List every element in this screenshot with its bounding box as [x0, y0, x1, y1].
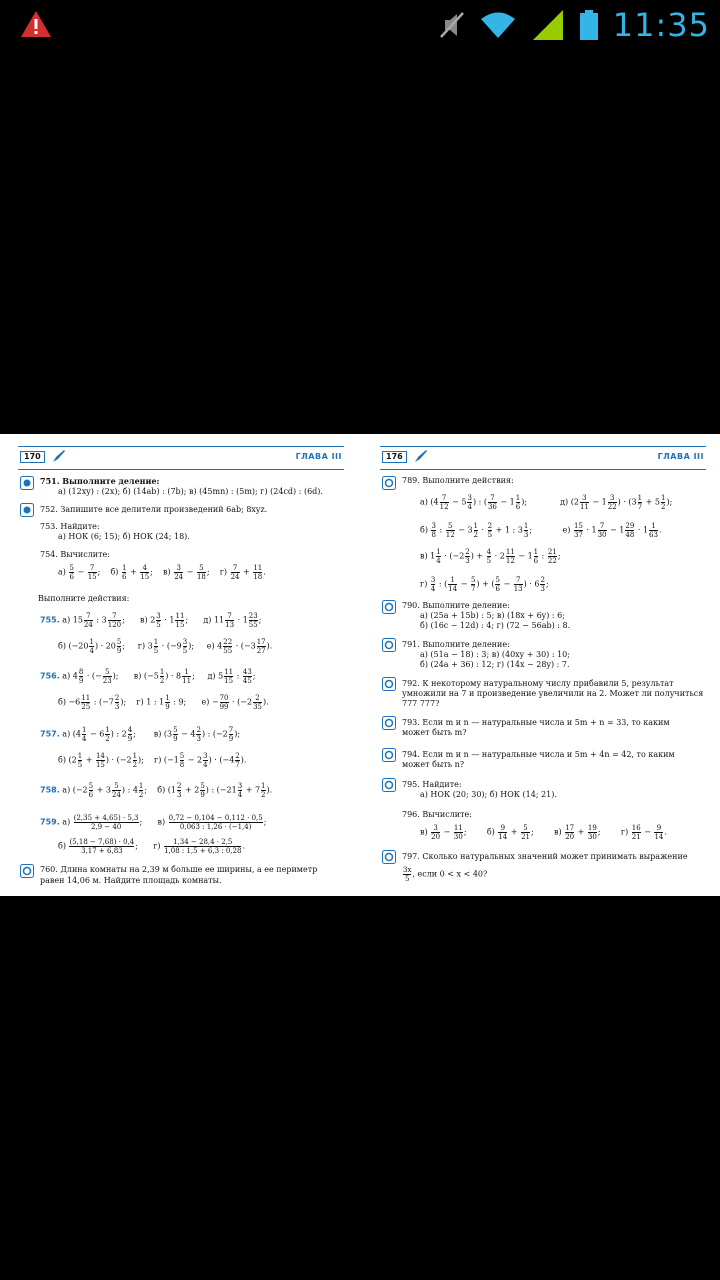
text-line: может быть m?	[402, 728, 467, 737]
text-line: 752. Запишите все делители произведений 6ab; 8xyz.	[40, 505, 268, 514]
textbook-page-image[interactable]	[0, 434, 720, 896]
text-line: б) (24a + 36) : 12; г) (14x − 28y) : 7.	[420, 660, 570, 669]
fraction-row: б) (2 $\frac{1}{5}$ + $\frac{14}{15}$ ) · (−2 $\frac{1}{2}$ ); г) (−1 $\frac{5}{8}$ − 2 $\frac{3}{4}$ ) · (−4 $\frac{2}{7}$ ).	[58, 752, 247, 769]
exercise-marker-icon	[382, 748, 396, 762]
text-line: а) НОК (6; 15); б) НОК (24; 18).	[58, 532, 190, 541]
exercise-marker-icon	[382, 638, 396, 652]
status-bar	[0, 0, 720, 50]
fraction-row: в) 1 $\frac{1}{4}$ · (−2 $\frac{2}{3}$ ) + $\frac{4}{5}$ · 2 $\frac{11}{12}$ − 1 $\frac{1}{6}$ : $\frac{21}{22}$ ;	[420, 548, 561, 565]
text-line: умножили на 7 и произведение увеличили на 2. Может ли получиться	[402, 689, 704, 698]
text-line: 797. Сколько натуральных значений может принимать выражение	[402, 852, 688, 861]
page-number: 170	[20, 451, 45, 463]
fraction-row: б) $\frac{3}{8}$ : $\frac{5}{12}$ − 3 $\frac{1}{2}$ · $\frac{2}{5}$ + 1 : 3 $\frac{1}{3}$ ; е) $\frac{15}{37}$ · 1 $\frac{7}{30}$ − 1 $\frac{29}{48}$ · 1 $\frac{1}{63}$ .	[420, 522, 662, 539]
wifi-icon	[479, 10, 517, 40]
exercise-marker-icon	[20, 476, 34, 490]
chapter-title: ГЛАВА III	[657, 452, 704, 461]
fraction-row: б) (−20 $\frac{1}{4}$ ) · 20 $\frac{5}{9}$ ; г) 3 $\frac{1}{5}$ · (−9 $\frac{3}{5}$ ); е) 4 $\frac{22}{55}$ · (−3 $\frac{17}{27}$ ).	[58, 638, 273, 655]
pencil-icon	[414, 449, 428, 463]
text-line: равен 14,06 м. Найдите площадь комнаты.	[40, 876, 222, 885]
text-line: 789. Выполните действия:	[402, 476, 514, 485]
exercise-marker-icon	[20, 503, 34, 517]
text-line: а) (51a − 18) : 3; в) (40xy + 30) : 10;	[420, 650, 570, 659]
right-page	[380, 434, 706, 896]
warning-icon[interactable]	[20, 10, 52, 38]
text-line: 754. Вычислите:	[40, 550, 110, 559]
text-line: 760. Длина комнаты на 2,39 м больше ее ширины, а ее периметр	[40, 865, 318, 874]
text-line: 777 777?	[402, 699, 440, 708]
exercise-marker-icon	[382, 677, 396, 691]
exercise-marker-icon	[382, 850, 396, 864]
page-number: 176	[382, 451, 407, 463]
text-line: Выполните действия:	[38, 594, 130, 603]
exercise-number: 758. а) (−2 $\frac{5}{6}$ + 3 $\frac{5}{24}$ ) : 4 $\frac{1}{2}$ ; б) (1 $\frac{2}{3}$ + 2 $\frac{5}{9}$ ) : (−21 $\frac{3}{4}$ + 7 $\frac{1}{2}$ ).	[40, 782, 273, 799]
left-page	[18, 434, 344, 896]
text-line: 793. Если m и n — натуральные числа и 5m + n = 33, то каким	[402, 718, 670, 727]
exercise-marker-icon	[382, 476, 396, 490]
text-line: 751. Выполните деление:	[40, 476, 160, 486]
text-line: 791. Выполните деление:	[402, 640, 510, 649]
exercise-number: 757. а) (4 $\frac{1}{4}$ − 6 $\frac{1}{2}$ ) : 2 $\frac{4}{9}$ ; в) (3 $\frac{5}{9}$ − 4 $\frac{2}{3}$ ) : (−2 $\frac{7}{9}$ );	[40, 726, 241, 743]
mute-icon	[439, 10, 465, 40]
fraction-row: б) −6 $\frac{11}{25}$ : (−7 $\frac{2}{3}$ ); г) 1 : 1 $\frac{1}{9}$ : 9; е) − $\frac{70}{99}$ · (−2 $\frac{2}{35}$ ).	[58, 694, 269, 711]
battery-icon	[579, 9, 599, 41]
exercise-number: 756. а) 4 $\frac{8}{9}$ · (− $\frac{5}{23}$ ); в) (−5 $\frac{1}{2}$ ) · 8 $\frac{1}{11}$ ; д) 5 $\frac{11}{15}$ : $\frac{43}{45}$ ;	[40, 668, 256, 685]
text-line: 790. Выполните деление:	[402, 601, 510, 610]
chapter-title: ГЛАВА III	[295, 452, 342, 461]
fraction-row: а) $\frac{5}{6}$ − $\frac{7}{15}$ ; б) $\frac{1}{6}$ + $\frac{4}{15}$ ; в) $\frac{3}{24}$ − $\frac{5}{18}$ ; г) $\frac{7}{24}$ + $\frac{11}{18}$ .	[58, 564, 266, 581]
exercise-number: 759. а) $\frac{(2,35 + 4,65) \cdot 5,3}{2,9 - 40}$ ; в) $\frac{0,72 - 0,104 - 0,112 \cdot 0,5}{0,063 : 1,26 \cdot (-1,4)}$ ;	[40, 814, 267, 831]
text-line: а) НОК (20; 30); б) НОК (14; 21).	[420, 790, 557, 799]
text-line: 796. Вычислите:	[402, 810, 472, 819]
status-icons	[439, 6, 710, 44]
right-page-header	[380, 446, 706, 470]
left-page-header	[18, 446, 344, 470]
text-line: 795. Найдите:	[402, 780, 462, 789]
text-line: 794. Если m и n — натуральные числа и 5m + 4n = 42, то каким	[402, 750, 675, 759]
text-line: а) (25a + 15b) : 5; в) (18x + 6y) : 6;	[420, 611, 565, 620]
text-line: , если 0 < x < 40?	[412, 869, 488, 879]
text-line: 792. К некоторому натуральному числу прибавили 5, результат	[402, 679, 674, 688]
fraction-row: г) $\frac{3}{4}$ : ( $\frac{1}{14}$ − $\frac{5}{7}$ ) + ( $\frac{5}{6}$ − $\frac{7}{13}$ ) · 6 $\frac{2}{3}$ ;	[420, 576, 549, 593]
exercise-marker-icon	[382, 778, 396, 792]
fraction-row: б) $\frac{(5,18 - 7,68) \cdot 0,4}{3,17 + 6,83}$ ; г) $\frac{1,34 - 28,4 \cdot 2,5}{1,08 : 1,5 + 6,3 : 0,28}$ .	[58, 838, 245, 855]
pencil-icon	[52, 449, 66, 463]
exercise-marker-icon	[382, 716, 396, 730]
exercise-number: 755. а) 15 $\frac{7}{24}$ : 3 $\frac{7}{120}$ ; в) 2 $\frac{3}{5}$ · 1 $\frac{11}{15}$ ; д) 11 $\frac{7}{13}$ · 1 $\frac{23}{55}$ ;	[40, 612, 262, 629]
signal-icon	[531, 9, 565, 41]
fraction-row: а) (4 $\frac{7}{12}$ − 5 $\frac{3}{4}$ ) : ( $\frac{7}{36}$ − 1 $\frac{1}{6}$ ); д) (2 $\frac{3}{11}$ − 1 $\frac{3}{22}$ ) · (3 $\frac{1}{7}$ + 5 $\frac{1}{2}$ );	[420, 494, 673, 511]
clock: 11:35	[612, 6, 710, 44]
text-line: а) (12xy) : (2x); б) (14ab) : (7b); в) (45mn) : (5m); г) (24cd) : (6d).	[58, 487, 323, 496]
fraction-row: в) $\frac{3}{20}$ − $\frac{11}{30}$ ; б) $\frac{9}{14}$ + $\frac{5}{21}$ ; в) $\frac{17}{20}$ + $\frac{19}{30}$ ; г) $\frac{16}{21}$ − $\frac{9}{14}$ .	[420, 824, 667, 841]
text-line: 753. Найдите:	[40, 522, 100, 531]
text-line: б) (16c − 12d) : 4; г) (72 − 56ab) : 8.	[420, 621, 571, 630]
text-line: может быть n?	[402, 760, 465, 769]
exercise-marker-icon	[382, 600, 396, 614]
fraction-row: $\frac{3x}{5}$ , если 0 < x < 40?	[403, 866, 488, 883]
exercise-marker-icon	[20, 864, 34, 878]
